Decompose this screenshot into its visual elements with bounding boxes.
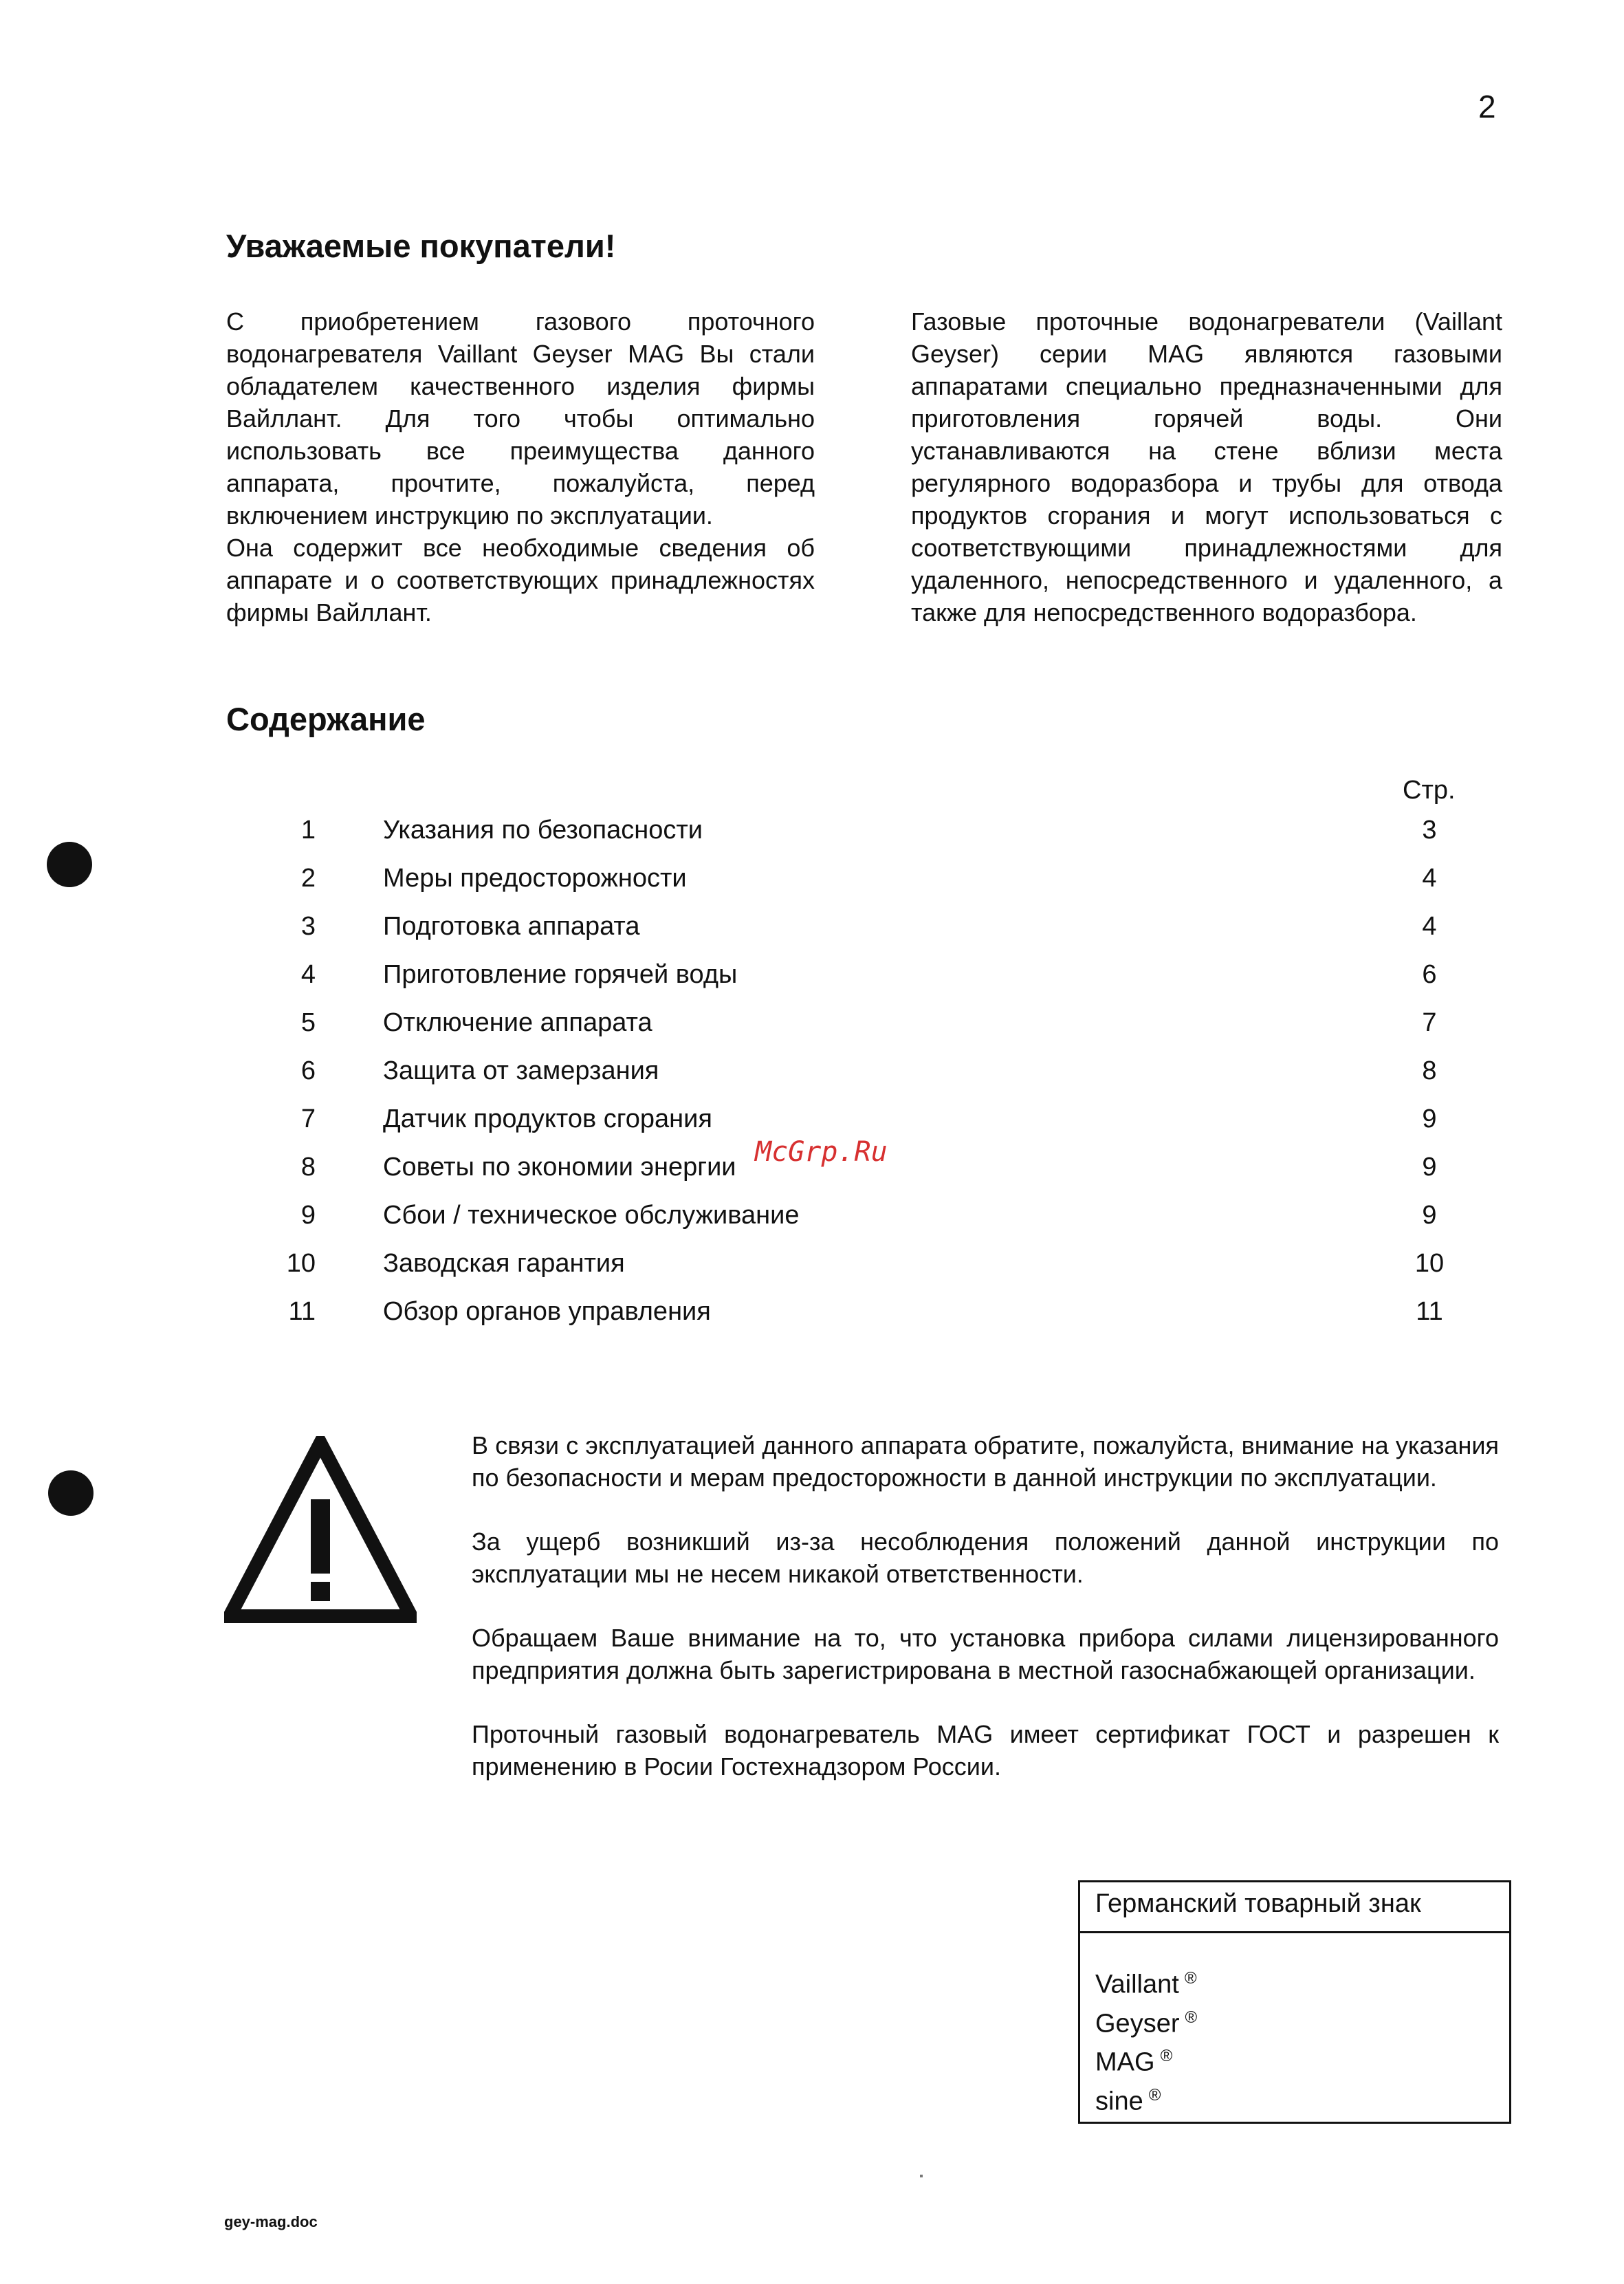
toc-entry-text: Заводская гарантия	[383, 1249, 625, 1278]
toc-row	[226, 1201, 1464, 1249]
notice-paragraph: За ущерб возникший из-за несоблюдения положений данной инструкции по эксплуатации мы не несем никакой ответственности.	[472, 1527, 1499, 1588]
binder-hole-mark	[47, 842, 92, 887]
footer-filename: gey-mag.doc	[224, 2213, 318, 2230]
toc-page-number: 10	[1414, 1249, 1445, 1278]
toc-entry-text: Приготовление горячей воды	[383, 960, 738, 989]
trademark-name: Geyser	[1095, 2009, 1180, 2038]
toc-number: 2	[300, 864, 316, 893]
notice-paragraph: Обращаем Ваше внимание на то, что установка прибора силами лицензированного предприятия должна быть зарегистрирована в местной газоснабжающей организации.	[472, 1624, 1499, 1684]
trademark-heading: Германский товарный знак	[1080, 1882, 1509, 1933]
toc-title: Содержание	[226, 701, 426, 737]
toc-entry-text: Обзор органов управления	[383, 1297, 711, 1326]
toc-page-number: 11	[1416, 1297, 1443, 1326]
registered-mark: ®	[1185, 2008, 1198, 2027]
scan-speck	[920, 2175, 923, 2177]
toc-row	[226, 1249, 1464, 1297]
toc-row	[226, 1008, 1464, 1056]
toc-entry-text: Отключение аппарата	[383, 1008, 652, 1037]
toc-row	[226, 960, 1464, 1008]
toc-entry-text: Советы по экономии энергии	[383, 1153, 736, 1182]
toc-row	[226, 864, 1464, 912]
intro-left-paragraph-1: С приобретением газового проточного водонагревателя Vaillant Geyser MAG Вы стали обладателем качественного изделия фирмы Вайллант. Для того чтобы оптимально использовать все преимущества данного аппарата, прочтите, пожалуйста, перед включением инструкцию по эксплуатации.	[226, 307, 815, 530]
trademark-list	[1080, 1933, 1509, 2118]
toc-page-header: Стр.	[1403, 776, 1456, 805]
toc-page-number: 9	[1422, 1201, 1437, 1230]
toc-row	[226, 912, 1464, 960]
warning-triangle-icon	[224, 1436, 417, 1623]
toc-entry-text: Датчик продуктов сгорания	[383, 1105, 712, 1133]
intro-left-column	[226, 305, 815, 629]
toc-page-number: 9	[1422, 1105, 1437, 1133]
toc-entry-text: Сбои / техническое обслуживание	[383, 1201, 800, 1230]
toc-row	[226, 1297, 1464, 1345]
trademark-name: MAG	[1095, 2047, 1155, 2077]
toc-number: 1	[300, 816, 316, 845]
toc-entry-text: Меры предосторожности	[383, 864, 687, 893]
toc-page-number: 7	[1422, 1008, 1437, 1037]
trademark-item	[1095, 2040, 1509, 2079]
trademark-item	[1095, 2001, 1509, 2041]
toc-number: 4	[300, 960, 316, 989]
toc-number: 10	[286, 1249, 316, 1278]
toc-number: 11	[288, 1297, 316, 1326]
toc-entry-text: Защита от замерзания	[383, 1056, 659, 1085]
registered-mark: ®	[1148, 2085, 1161, 2104]
safety-notice	[472, 1429, 1499, 1814]
trademark-item	[1095, 2079, 1509, 2118]
trademark-item	[1095, 1962, 1509, 2001]
greeting-heading: Уважаемые покупатели!	[226, 228, 616, 264]
toc-entry-text: Подготовка аппарата	[383, 912, 640, 941]
notice-paragraph: Проточный газовый водонагреватель MAG имеет сертификат ГОСТ и разрешен к применению в Росии Гостехнадзором России.	[472, 1720, 1499, 1781]
toc-number: 3	[300, 912, 316, 941]
registered-mark: ®	[1184, 1969, 1197, 1988]
registered-mark: ®	[1160, 2047, 1173, 2066]
intro-right-column	[911, 305, 1502, 629]
toc-number: 9	[300, 1201, 316, 1230]
toc-row	[226, 816, 1464, 864]
toc-page-number: 3	[1422, 816, 1437, 845]
binder-hole-mark	[48, 1470, 94, 1516]
toc-number: 8	[300, 1153, 316, 1182]
trademark-box	[1078, 1880, 1511, 2124]
toc-page-number: 4	[1422, 864, 1437, 893]
intro-left-paragraph-2: Она содержит все необходимые сведения об аппарате и о соответствующих принадлежностях фирмы Вайллант.	[226, 534, 815, 627]
toc-page-number: 6	[1422, 960, 1437, 989]
intro-right-paragraph: Газовые проточные водонагреватели (Vaillant Geyser) серии MAG являются газовыми аппаратами специально предназначенными для приготовления горячей воды. Они устанавливаются на стене вблизи места регулярного водоразбора и трубы для отвода продуктов сгорания и могут использоваться с соответствующими принадлежностями для удаленного, непосредственного и удаленного, а также для непосредственного водоразбора.	[911, 307, 1502, 627]
trademark-name: Vaillant	[1095, 1970, 1179, 1999]
toc-page-number: 9	[1422, 1153, 1437, 1182]
toc-number: 7	[300, 1105, 316, 1133]
trademark-name: sine	[1095, 2087, 1143, 2116]
toc-number: 5	[300, 1008, 316, 1037]
notice-paragraph: В связи с эксплуатацией данного аппарата обратите, пожалуйста, внимание на указания по безопасности и мерам предосторожности в данной инструкции по эксплуатации.	[472, 1431, 1499, 1492]
page-number: 2	[1478, 89, 1496, 124]
toc-entry-text: Указания по безопасности	[383, 816, 703, 845]
watermark: McGrp.Ru	[755, 1136, 888, 1168]
toc-page-number: 8	[1422, 1056, 1437, 1085]
toc-number: 6	[300, 1056, 316, 1085]
table-of-contents	[226, 816, 1464, 1345]
toc-page-number: 4	[1422, 912, 1437, 941]
toc-row	[226, 1056, 1464, 1105]
